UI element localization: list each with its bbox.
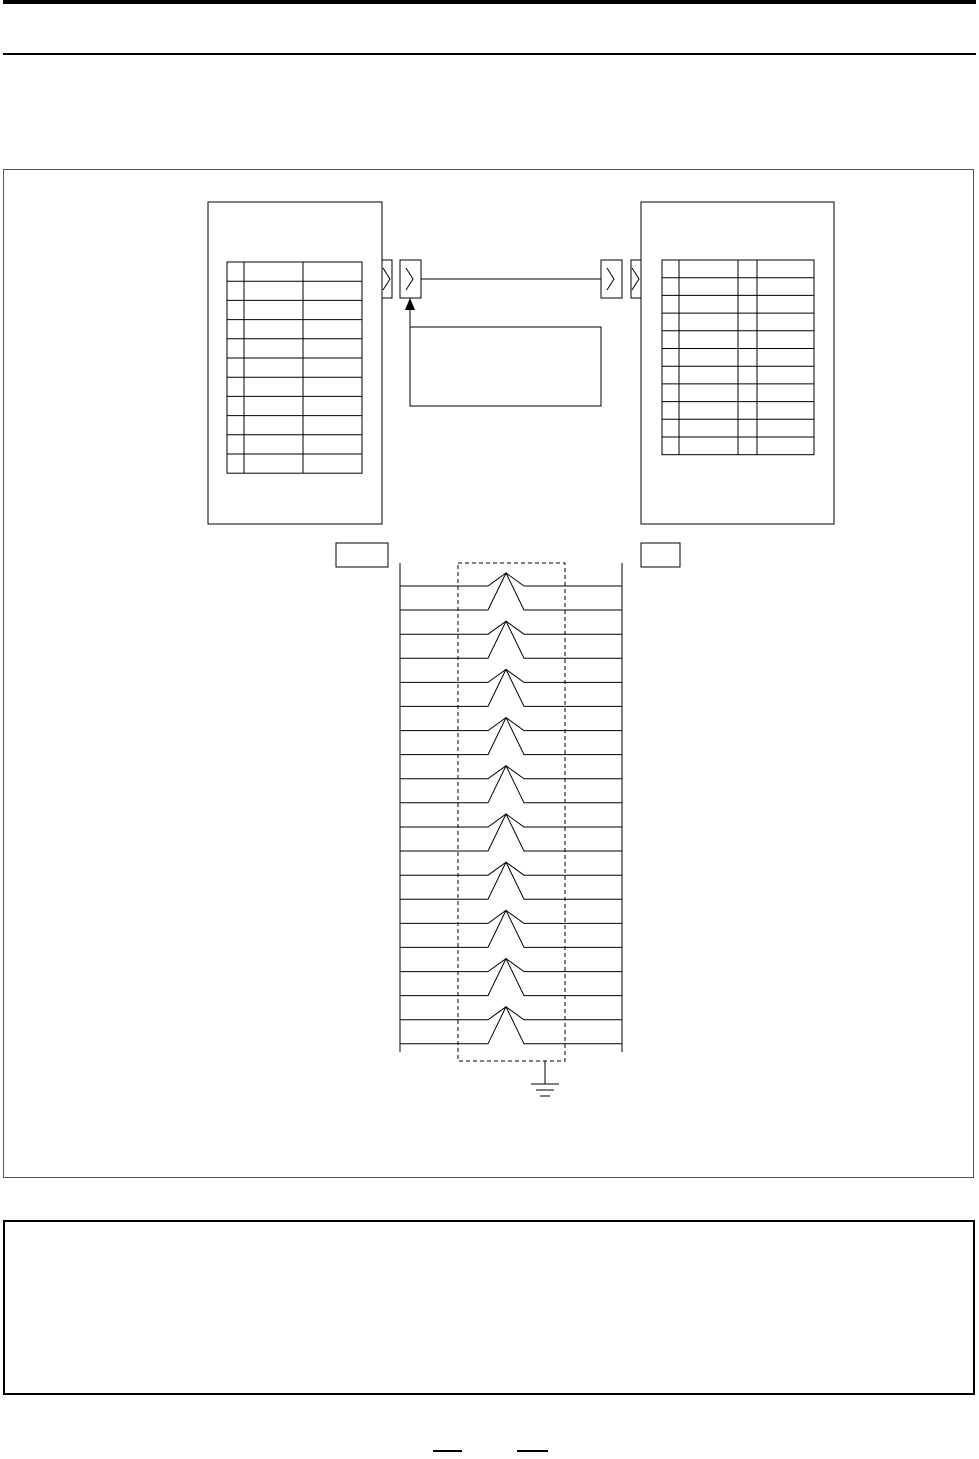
pair-wire-a — [400, 766, 622, 803]
right-connector-plug-mark — [607, 268, 614, 290]
left-connector-socket-mark — [383, 268, 390, 290]
cable-shield — [458, 563, 565, 1061]
pair-wire-b — [400, 862, 622, 899]
pair-wire-b — [400, 669, 622, 706]
note-box — [3, 1220, 975, 1395]
left-connector-plug-mark — [406, 268, 413, 290]
pair-wire-b — [400, 1007, 622, 1044]
right-connector-socket-mark — [632, 268, 639, 290]
pair-wire-a — [400, 621, 622, 658]
twisted-pairs — [400, 573, 622, 1044]
left-connector-label-box — [336, 543, 388, 567]
pair-wire-a — [400, 814, 622, 851]
pair-wire-a — [400, 1007, 622, 1044]
left-table-outline — [227, 262, 362, 473]
note-text — [5, 1222, 973, 1246]
callout-arrow-icon — [405, 298, 415, 310]
pair-wire-b — [400, 766, 622, 803]
pair-wire-a — [400, 718, 622, 755]
pair-wire-b — [400, 814, 622, 851]
pair-wire-a — [400, 862, 622, 899]
right-connector-label-box — [641, 543, 680, 567]
pair-wire-b — [400, 959, 622, 996]
pair-wire-a — [400, 910, 622, 947]
pair-wire-a — [400, 573, 622, 610]
cable-callout-box — [410, 327, 601, 406]
right-pin-table — [662, 260, 814, 455]
pair-wire-a — [400, 669, 622, 706]
pair-wire-b — [400, 910, 622, 947]
pair-wire-b — [400, 718, 622, 755]
left-pin-table — [227, 262, 362, 473]
pair-wire-a — [400, 959, 622, 996]
pair-wire-b — [400, 621, 622, 658]
right-connector-plug — [601, 260, 622, 298]
left-unit-box — [208, 202, 382, 524]
pair-wire-b — [400, 573, 622, 610]
left-connector-plug — [400, 260, 421, 298]
